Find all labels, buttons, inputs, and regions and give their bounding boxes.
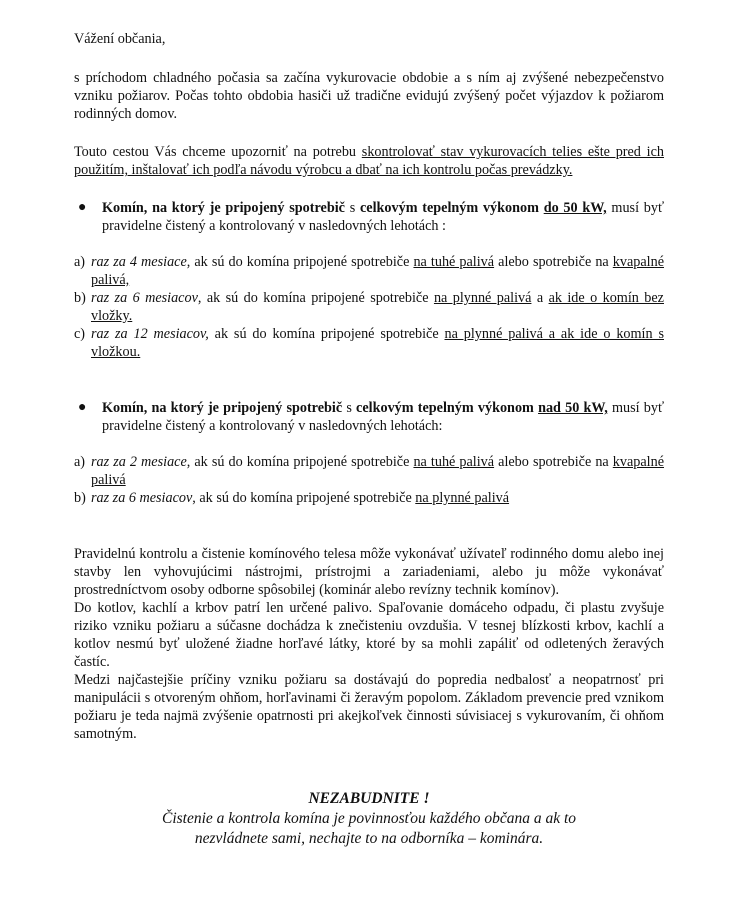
bullet-icon: ● — [78, 400, 87, 415]
closing-title: NEZABUDNITE ! — [308, 790, 430, 807]
greeting: Vážení občania, — [74, 31, 166, 47]
paragraph-fuel: Do kotlov, kachlí a krbov patrí len určené palivo. Spaľovanie domáceho odpadu, či plastu zvyšuje riziko vzniku požiaru a súčasne dochádza k znečisteniu ovzdušia. V tesnej blízkosti krbov, kachlí a kotlov nesmú byť uložené žiadne horľavé látky, ktoré by sa mohli zapáliť od odletených žeravých častíc. — [74, 600, 664, 670]
bullet-icon: ● — [78, 200, 87, 215]
section-2-bold: Komín, na ktorý je pripojený spotrebič — [102, 400, 343, 416]
section-2-power: nad 50 kW, — [538, 400, 608, 416]
list-item: c) raz za 12 mesiacov, ak sú do komína pripojené spotrebiče na plynné palivá a ak ide o komín s vložkou. — [74, 326, 664, 360]
notice-underlined: skontrolovať stav vykurovacích telies ešte pred ich použitím, inštalovať ich podľa návodu výrobcu a dbať na ich kontrolu počas prevádzky. — [74, 144, 664, 178]
section-2-heading: ● Komín, na ktorý je pripojený spotrebič s celkovým tepelným výkonom nad 50 kW, musí byť pravidelne čistený a kontrolovaný v nasledovných lehotách: — [78, 400, 665, 434]
body-text — [74, 545, 664, 743]
paragraph-maintenance: Pravidelnú kontrolu a čistenie komínového telesa môže vykonávať užívateľ rodinného domu alebo inej stavby len vyhovujúcimi nástrojmi, prístrojmi a zariadeniami, alebo ju môže vykonávať prostredníctvom osoby odborne spôsobilej (kominár alebo revízny technik komínov). — [74, 546, 664, 598]
closing-line-2: nezvládnete sami, nechajte to na odborníka – kominára. — [194, 830, 544, 847]
section-2-bold2: celkovým tepelným výkonom — [356, 400, 534, 416]
section-1-heading: ● Komín, na ktorý je pripojený spotrebič s celkovým tepelným výkonom do 50 kW, musí byť pravidelne čistený a kontrolovaný v nasledovných lehotách : — [78, 200, 664, 234]
paragraph-causes: Medzi najčastejšie príčiny vzniku požiaru sa dostávajú do popredia nedbalosť a neopatrnosť pri manipulácii s otvoreným ohňom, horľavinami či žeravým popolom. Základom prevencie pred vznikom požiaru je teda najmä zvýšenie opatrnosti pri akejkoľvek činnosti súvisiacej s vykurovaním, či ohňom samotným. — [74, 672, 664, 742]
letter — [74, 30, 664, 849]
list-item: b) raz za 6 mesiacov, ak sú do komína pripojené spotrebiče na plynné palivá a ak ide o komín bez vložky. — [74, 290, 664, 324]
section-1-rest: musí byť pravidelne čistený a kontrolovaný v nasledovných lehotách : — [102, 200, 664, 234]
section-2-list — [74, 453, 664, 507]
section-1-list — [74, 253, 664, 361]
intro-paragraph: s príchodom chladného počasia sa začína vykurovacie obdobie a s ním aj zvýšené nebezpečenstvo vzniku požiarov. Počas tohto obdobia hasiči už tradične evidujú zvýšený počet výjazdov k požiarom rodinných domov. — [74, 70, 664, 122]
notice-paragraph — [74, 143, 664, 179]
list-item: a) raz za 2 mesiace, ak sú do komína pripojené spotrebiče na tuhé palivá alebo spotrebiče na kvapalné palivá — [74, 454, 664, 488]
closing-line-1: Čistenie a kontrola komína je povinnosťou každého občana a ak to — [161, 810, 577, 827]
section-1-bold2: celkovým tepelným výkonom — [359, 200, 539, 216]
section-2-rest: musí byť pravidelne čistený a kontrolovaný v nasledovných lehotách: — [102, 400, 665, 434]
section-1-bold: Komín, na ktorý je pripojený spotrebič — [102, 200, 345, 216]
notice-lead: Touto cestou Vás chceme upozorniť na potrebu — [74, 144, 362, 160]
list-item: b) raz za 6 mesiacov, ak sú do komína pripojené spotrebiče na plynné palivá — [74, 490, 510, 506]
section-1-power: do 50 kW, — [543, 200, 607, 216]
closing-block — [74, 789, 664, 849]
list-item: a) raz za 4 mesiace, ak sú do komína pripojené spotrebiče na tuhé palivá alebo spotrebiče na kvapalné palivá, — [74, 254, 664, 288]
